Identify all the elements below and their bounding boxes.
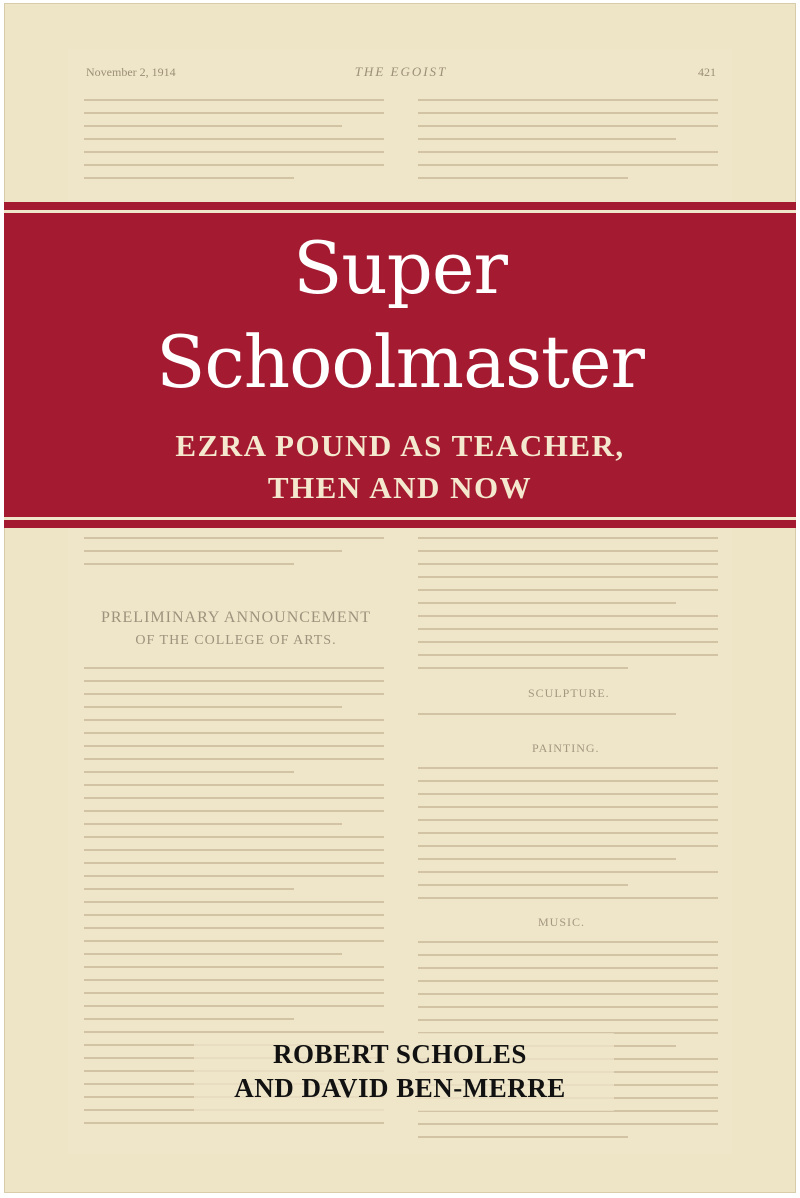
section-heading-sculpture: SCULPTURE. bbox=[528, 686, 610, 700]
section-heading-painting: PAINTING. bbox=[532, 741, 600, 755]
newspaper-masthead: THE EGOIST bbox=[354, 64, 448, 79]
announcement-line-2: OF THE COLLEGE OF ARTS. bbox=[135, 633, 337, 648]
newspaper-date: November 2, 1914 bbox=[86, 65, 176, 79]
author-line-2: AND DAVID BEN-MERRE bbox=[234, 1073, 566, 1103]
book-cover bbox=[4, 3, 796, 1193]
band-bottom-rule bbox=[4, 517, 796, 520]
band-top-rule bbox=[4, 210, 796, 213]
book-title-line-2: Schoolmaster bbox=[156, 320, 644, 404]
newspaper-column-right-bottom bbox=[418, 537, 718, 680]
newspaper-header bbox=[86, 61, 716, 83]
newspaper-column-right-top bbox=[418, 99, 718, 190]
newspaper-page-number: 421 bbox=[698, 65, 716, 79]
newspaper-column-left-mid bbox=[84, 537, 384, 576]
announcement-line-1: PRELIMINARY ANNOUNCEMENT bbox=[100, 609, 372, 626]
book-subtitle-line-1: EZRA POUND AS TEACHER, bbox=[175, 428, 625, 463]
title-band bbox=[4, 202, 796, 528]
author-line-1: ROBERT SCHOLES bbox=[273, 1039, 527, 1069]
section-heading-music: MUSIC. bbox=[538, 915, 586, 929]
book-subtitle-line-2: THEN AND NOW bbox=[267, 470, 533, 505]
newspaper-column-right-sculpture bbox=[418, 713, 718, 726]
book-title-line-1: Super bbox=[293, 226, 507, 310]
newspaper-column-right-painting bbox=[418, 767, 718, 910]
newspaper-column-left-top bbox=[84, 99, 384, 190]
announcement-heading bbox=[86, 609, 386, 649]
